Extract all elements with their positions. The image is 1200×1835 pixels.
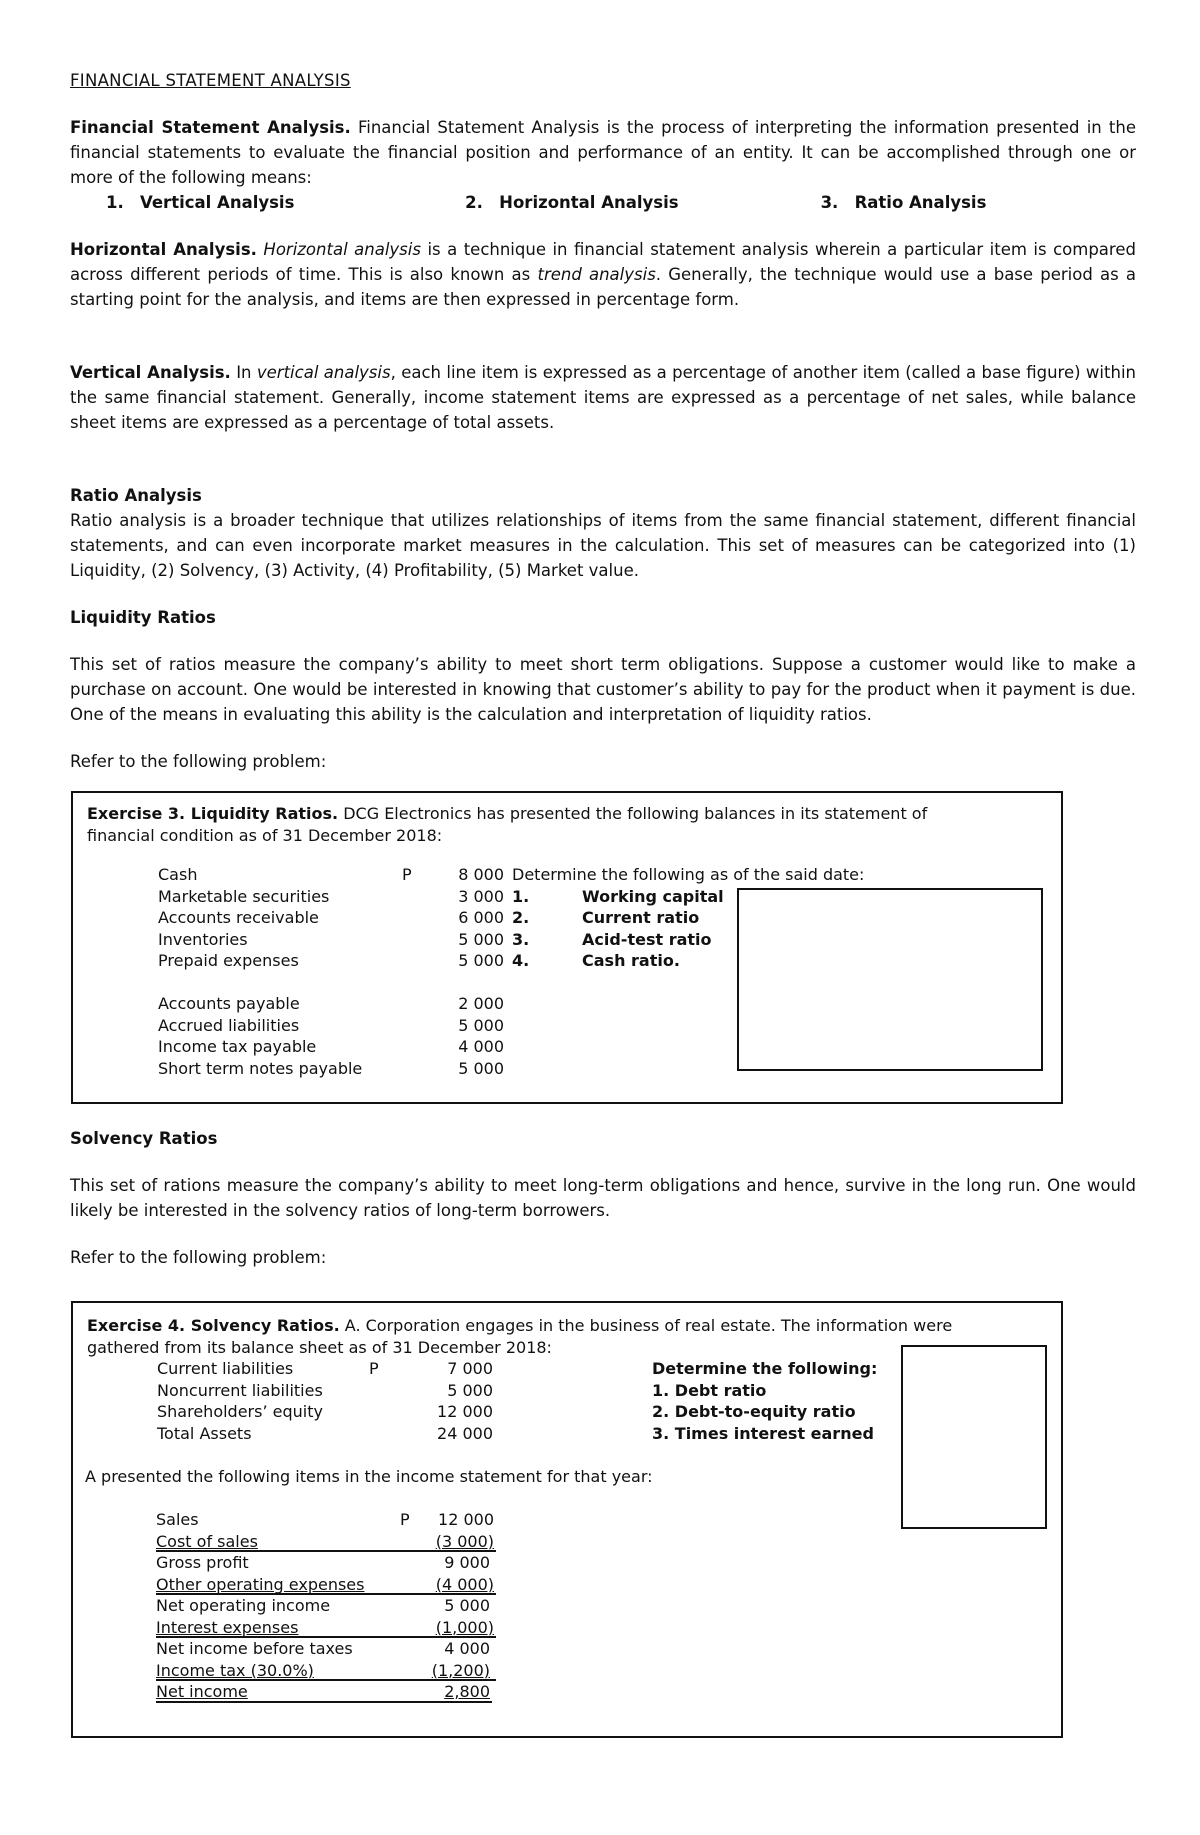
task-label: 1. Debt ratio <box>652 1380 767 1400</box>
determine-label: Determine the following: <box>652 1359 878 1378</box>
balance-label: Current liabilities <box>157 1359 294 1378</box>
vertical-lead: Vertical Analysis. <box>70 363 231 382</box>
income-intro: A presented the following items in the income statement for that year: <box>85 1467 653 1486</box>
means-list <box>70 190 1136 215</box>
item-label: Income tax payable <box>158 1037 317 1056</box>
horizontal-lead: Horizontal Analysis. <box>70 240 257 259</box>
task-number: 1. <box>512 886 530 906</box>
income-label: Net income <box>156 1682 248 1701</box>
horizontal-paragraph: Horizontal Analysis. Horizontal analysis is a technique in financial statement analysis wherein a particular item is compared across different periods of time. This is also known as trend analysis. Generally, the technique would use a base period as a starting point for the analysis, and items are then expressed in percentage form. <box>70 240 1136 309</box>
income-label: Other operating expenses <box>156 1574 365 1594</box>
income-label: Cost of sales <box>156 1531 258 1551</box>
balance-label: Shareholders’ equity <box>157 1402 323 1421</box>
ratio-paragraph: Ratio analysis is a broader technique that utilizes relationships of items from the same financial statement, different financial statements, and can even incorporate market measures in the calculation. This set of measures can be categorized into (1) Liquidity, (2) Solvency, (3) Activity, (4) Profitability, (5) Market value. <box>70 511 1136 580</box>
means-item: 3. Ratio Analysis <box>820 193 987 212</box>
intro-lead: Financial Statement Analysis. <box>70 118 351 137</box>
item-label: Cash <box>158 865 198 884</box>
rule-line <box>156 1593 496 1595</box>
item-value: 3 000 <box>458 886 504 906</box>
income-label: Net operating income <box>156 1596 331 1615</box>
item-value: 5 000 <box>458 1058 504 1078</box>
balance-label: Noncurrent liabilities <box>157 1380 323 1400</box>
intro-paragraph <box>70 115 1136 190</box>
income-value: (4 000) <box>435 1574 494 1594</box>
income-value: 2,800 <box>444 1682 490 1701</box>
solvency-heading: Solvency Ratios <box>70 1129 218 1148</box>
task-number: 4. <box>512 951 530 970</box>
balance-value: 7 000 <box>447 1359 493 1378</box>
income-label: Income tax (30.0%) <box>156 1660 314 1680</box>
task-label: Acid-test ratio <box>582 929 712 949</box>
ratio-heading: Ratio Analysis <box>70 486 202 505</box>
task-number: 3. <box>512 929 530 949</box>
income-value: 5 000 <box>444 1596 490 1615</box>
item-label: Accrued liabilities <box>158 1015 300 1035</box>
income-value: (1,200) <box>431 1660 490 1680</box>
income-value: 9 000 <box>444 1553 490 1572</box>
task-label: Working capital <box>582 886 724 906</box>
exercise-3-intro: Exercise 3. Liquidity Ratios. DCG Electronics has presented the following balances in its statement of financial condition as of 31 December 2018: <box>87 804 928 845</box>
item-value: 5 000 <box>458 951 504 970</box>
liquidity-paragraph: This set of ratios measure the company’s ability to meet short term obligations. Suppose a customer would like to make a purchase on account. One would be interested in knowing that customer’s ability to pay for the product when it payment is due. One of the means in evaluating this ability is the calculation and interpretation of liquidity ratios. <box>70 655 1136 724</box>
item-value: 4 000 <box>458 1037 504 1056</box>
income-value: 12 000 <box>438 1510 494 1529</box>
currency-symbol: P <box>400 1510 410 1529</box>
exercise-4-intro: Exercise 4. Solvency Ratios. A. Corporation engages in the business of real estate. The information were gathered from its balance sheet as of 31 December 2018: <box>87 1316 953 1357</box>
document-title: FINANCIAL STATEMENT ANALYSIS <box>70 71 351 90</box>
item-label: Prepaid expenses <box>158 951 299 970</box>
income-label: Gross profit <box>156 1553 249 1572</box>
item-value: 5 000 <box>458 1015 504 1035</box>
task-label: Cash ratio. <box>582 951 680 970</box>
solvency-section <box>70 1126 1136 1270</box>
balance-value: 12 000 <box>437 1402 493 1421</box>
item-value: 5 000 <box>458 929 504 949</box>
task-label: Current ratio <box>582 908 700 927</box>
item-label: Accounts receivable <box>158 908 319 927</box>
rule-line <box>156 1701 492 1703</box>
balance-value: 24 000 <box>437 1423 493 1443</box>
means-item: 1. Vertical Analysis <box>106 193 295 212</box>
item-value: 6 000 <box>458 908 504 927</box>
means-item: 2. Horizontal Analysis <box>465 193 679 212</box>
income-label: Interest expenses <box>156 1617 299 1637</box>
income-label: Sales <box>156 1510 199 1529</box>
rule-line <box>156 1550 496 1552</box>
income-value: (3 000) <box>435 1531 494 1551</box>
balance-label: Total Assets <box>157 1423 252 1443</box>
determine-label: Determine the following as of the said date: <box>512 865 865 884</box>
currency-symbol: P <box>402 865 412 884</box>
currency-symbol: P <box>369 1359 379 1378</box>
solvency-refer: Refer to the following problem: <box>70 1248 327 1267</box>
liquidity-heading: Liquidity Ratios <box>70 608 216 627</box>
solvency-paragraph: This set of rations measure the company’s ability to meet long-term obligations and hence, survive in the long run. One would likely be interested in the solvency ratios of long-term borrowers. <box>70 1176 1136 1220</box>
item-label: Inventories <box>158 929 248 949</box>
exercise-3-answer-box[interactable] <box>737 888 1043 1071</box>
income-label: Net income before taxes <box>156 1639 353 1658</box>
rule-line <box>156 1636 496 1638</box>
income-value: 4 000 <box>444 1639 490 1658</box>
rule-line <box>156 1679 496 1681</box>
item-value: 8 000 <box>458 865 504 884</box>
intro-text: Financial Statement Analysis is the process of interpreting the information presented in the financial statements to evaluate the financial position and performance of an entity. It can be accomplished through one or more of the following means: <box>70 118 1136 187</box>
task-label: 2. Debt-to-equity ratio <box>652 1402 856 1421</box>
income-value: (1,000) <box>435 1617 494 1637</box>
item-label: Accounts payable <box>158 994 300 1013</box>
item-label: Marketable securities <box>158 886 330 906</box>
item-label: Short term notes payable <box>158 1058 363 1078</box>
vertical-paragraph: Vertical Analysis. In vertical analysis, each line item is expressed as a percentage of another item (called a base figure) within the same financial statement. Generally, income statement items are expressed as a percentage of net sales, while balance sheet items are expressed as a percentage of total assets. <box>70 363 1136 432</box>
item-value: 2 000 <box>458 994 504 1013</box>
balance-value: 5 000 <box>447 1380 493 1400</box>
task-label: 3. Times interest earned <box>652 1423 874 1443</box>
document-body <box>70 68 1136 774</box>
task-number: 2. <box>512 908 530 927</box>
liquidity-refer: Refer to the following problem: <box>70 752 327 771</box>
exercise-4-answer-box[interactable] <box>901 1345 1047 1529</box>
